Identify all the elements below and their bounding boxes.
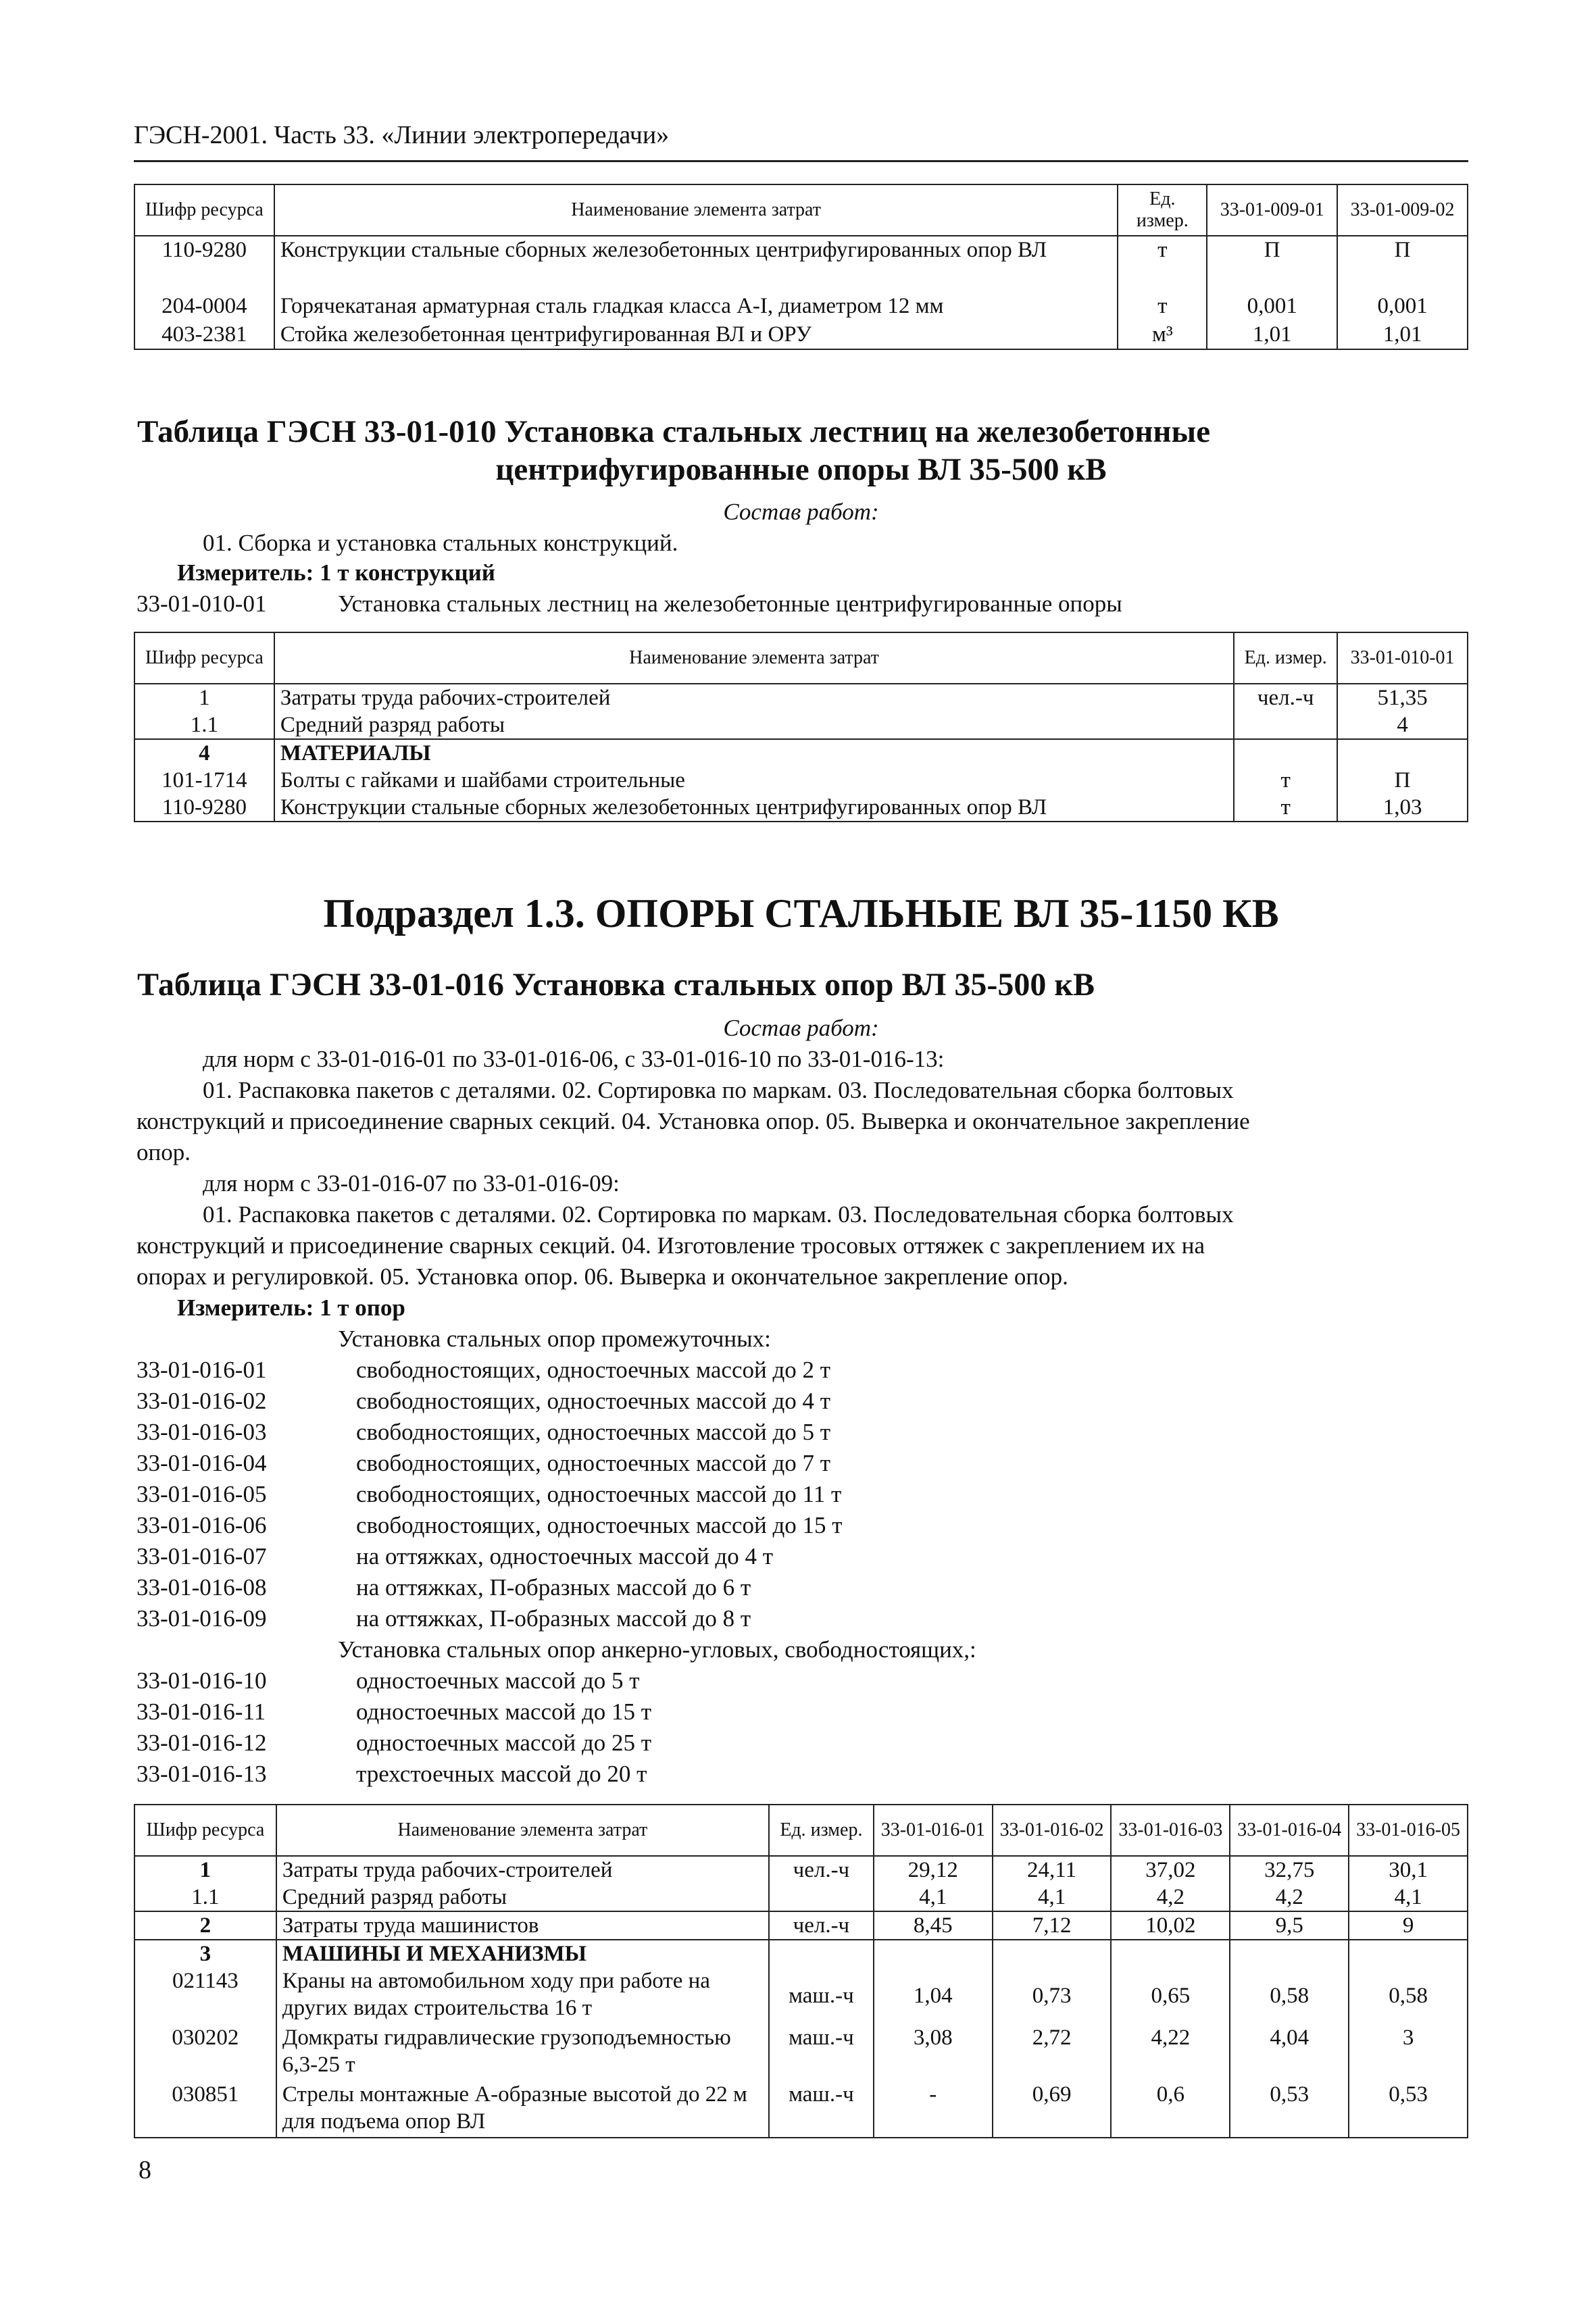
resource-name: Конструкции стальные сборных железобетонных центрифугированных опор ВЛ [274, 236, 1118, 293]
norm-code: 33-01-016-03 [136, 1419, 267, 1445]
value [1111, 1940, 1230, 1967]
col-norm-header: 33-01-016-01 [874, 1805, 993, 1856]
work-description: 01. Сборка и установка стальных конструкций. [203, 530, 678, 556]
norm-description: свободностоящих, одностоечных массой до 5 т [356, 1419, 831, 1445]
value: 4 [1337, 711, 1468, 739]
norm-description: на оттяжках, одностоечных массой до 4 т [356, 1543, 774, 1569]
unit: т [1234, 767, 1337, 794]
norm-description: одностоечных массой до 25 т [356, 1730, 652, 1756]
resource-code: 1.1 [134, 1884, 276, 1911]
unit: маш.-ч [769, 2024, 874, 2081]
resource-name: Болты с гайками и шайбами строительные [274, 767, 1234, 794]
value: 4,1 [874, 1884, 993, 1911]
resource-name: Средний разряд работы [276, 1884, 769, 1911]
value: 7,12 [993, 1911, 1112, 1940]
table-row [134, 2081, 1468, 2138]
value: 4,04 [1230, 2024, 1349, 2081]
resource-name: Краны на автомобильном ходу при работе на других видах строительства 16 т [276, 1967, 769, 2024]
value: 1,04 [874, 1967, 993, 2024]
norm-code: 33-01-016-11 [136, 1699, 266, 1725]
table-row [134, 684, 1468, 711]
resource-name: Конструкции стальные сборных железобетонных центрифугированных опор ВЛ [274, 794, 1234, 822]
resource-name: Затраты труда рабочих-строителей [274, 684, 1234, 711]
resource-name: Горячекатаная арматурная сталь гладкая класса А-I, диаметром 12 мм [274, 293, 1118, 321]
unit [769, 1884, 874, 1911]
col-code-header: Шифр ресурса [134, 632, 274, 684]
unit: т [1234, 794, 1337, 822]
value: 8,45 [874, 1911, 993, 1940]
value [1349, 1940, 1468, 1967]
value: 0,58 [1230, 1967, 1349, 2024]
resource-code: 110-9280 [134, 794, 274, 822]
norm-code: 33-01-016-12 [136, 1730, 267, 1756]
col-norm-header: 33-01-016-02 [993, 1805, 1112, 1856]
col-norm-header: 33-01-009-01 [1207, 184, 1337, 236]
resource-code: 3 [134, 1940, 276, 1967]
norm-description: трехстоечных массой до 20 т [356, 1761, 647, 1787]
norm-code: 33-01-016-04 [136, 1450, 267, 1476]
value: П [1337, 767, 1468, 794]
resource-code: 403-2381 [134, 321, 274, 349]
col-name-header: Наименование элемента затрат [276, 1805, 769, 1856]
col-code-header: Шифр ресурса [134, 1805, 276, 1856]
work-line: опор. [136, 1139, 191, 1165]
norm-description: свободностоящих, одностоечных массой до 4 т [356, 1388, 831, 1414]
norm-code: 33-01-016-07 [136, 1543, 267, 1569]
unit: чел.-ч [769, 1911, 874, 1940]
value [1337, 739, 1468, 767]
col-norm-header: 33-01-016-04 [1230, 1805, 1349, 1856]
table-row [134, 293, 1468, 321]
unit: т [1118, 293, 1207, 321]
norms-range: для норм с 33-01-016-07 по 33-01-016-09: [203, 1170, 620, 1197]
table-row [134, 711, 1468, 739]
meter-label: Измеритель: 1 т конструкций [177, 559, 495, 586]
value: 9,5 [1230, 1911, 1349, 1940]
col-norm-header: 33-01-016-05 [1349, 1805, 1468, 1856]
value: 10,02 [1111, 1911, 1230, 1940]
resource-code: 204-0004 [134, 293, 274, 321]
resource-code: 1 [134, 684, 274, 711]
value: 30,1 [1349, 1856, 1468, 1884]
norm-description: свободностоящих, одностоечных массой до 15 т [356, 1512, 843, 1538]
value: 3 [1349, 2024, 1468, 2081]
col-norm-header: 33-01-016-03 [1111, 1805, 1230, 1856]
col-unit-header: Ед. измер. [1234, 632, 1337, 684]
unit: м³ [1118, 321, 1207, 349]
norm-description: свободностоящих, одностоечных массой до 11 т [356, 1481, 842, 1507]
value: - [874, 2081, 993, 2138]
norm-code: 33-01-016-13 [136, 1761, 267, 1787]
resource-code: 030851 [134, 2081, 276, 2138]
norm-code: 33-01-016-05 [136, 1481, 267, 1507]
value: 3,08 [874, 2024, 993, 2081]
unit [1234, 739, 1337, 767]
col-norm-header: 33-01-009-02 [1337, 184, 1468, 236]
table-row [134, 1856, 1468, 1884]
value: 0,58 [1349, 1967, 1468, 2024]
resource-name: Домкраты гидравлические грузоподъемностью 6,3-25 т [276, 2024, 769, 2081]
running-header: ГЭСН-2001. Часть 33. «Линии электропередачи» [134, 121, 670, 149]
unit [769, 1940, 874, 1967]
value: 24,11 [993, 1856, 1112, 1884]
table-head-row [134, 184, 1468, 236]
table-row [134, 1967, 1468, 2024]
unit: чел.-ч [769, 1856, 874, 1884]
table-016 [134, 1804, 1468, 2138]
resource-name: Средний разряд работы [274, 711, 1234, 739]
norm-code: 33-01-016-02 [136, 1388, 267, 1414]
table-row [134, 739, 1468, 767]
norm-description: свободностоящих, одностоечных массой до 2 т [356, 1357, 831, 1383]
work-line: конструкций и присоединение сварных секций. 04. Изготовление тросовых оттяжек с закреплением их на [136, 1232, 1205, 1259]
norms-range: для норм с 33-01-016-01 по 33-01-016-06, с 33-01-016-10 по 33-01-016-13: [203, 1046, 945, 1072]
unit: маш.-ч [769, 2081, 874, 2138]
resource-code: 1 [134, 1856, 276, 1884]
norm-group-heading: Установка стальных опор промежуточных: [338, 1326, 771, 1352]
value: 2,72 [993, 2024, 1112, 2081]
resource-code: 1.1 [134, 711, 274, 739]
table-row [134, 321, 1468, 349]
value: П [1337, 236, 1468, 293]
composition-label: Состав работ: [723, 1015, 879, 1041]
value [1230, 1940, 1349, 1967]
table-head-row [134, 632, 1468, 684]
value: 0,53 [1230, 2081, 1349, 2138]
norm-description: на оттяжках, П-образных массой до 6 т [356, 1574, 751, 1601]
value: 0,65 [1111, 1967, 1230, 2024]
resource-code: 101-1714 [134, 767, 274, 794]
value: 4,22 [1111, 2024, 1230, 2081]
norm-code: 33-01-016-10 [136, 1667, 267, 1694]
meter-label: Измеритель: 1 т опор [177, 1294, 405, 1321]
norm-code: 33-01-010-01 [136, 590, 267, 617]
value: 4,2 [1111, 1884, 1230, 1911]
resource-name: Затраты труда машинистов [276, 1911, 769, 1940]
col-name-header: Наименование элемента затрат [274, 632, 1234, 684]
value: 0,53 [1349, 2081, 1468, 2138]
resource-code: 110-9280 [134, 236, 274, 293]
norm-description: свободностоящих, одностоечных массой до 7 т [356, 1450, 831, 1476]
col-unit-header: Ед. измер. [769, 1805, 874, 1856]
value: 4,2 [1230, 1884, 1349, 1911]
value: 4,1 [993, 1884, 1112, 1911]
table-010 [134, 632, 1468, 822]
unit: маш.-ч [769, 1967, 874, 2024]
norm-code: 33-01-016-01 [136, 1357, 267, 1383]
col-code-header: Шифр ресурса [134, 184, 274, 236]
table-row [134, 1940, 1468, 1967]
resource-code: 4 [134, 739, 274, 767]
norm-code: 33-01-016-09 [136, 1605, 267, 1632]
work-line: конструкций и присоединение сварных секций. 04. Установка опор. 05. Выверка и окончательное закрепление [136, 1108, 1250, 1134]
col-norm-header: 33-01-010-01 [1337, 632, 1468, 684]
resource-code: 2 [134, 1911, 276, 1940]
value: 0,001 [1337, 293, 1468, 321]
resource-name: Затраты труда рабочих-строителей [276, 1856, 769, 1884]
col-unit-header: Ед. измер. [1118, 184, 1207, 236]
norm-description: Установка стальных лестниц на железобетонные центрифугированные опоры [338, 590, 1122, 617]
table-010-title-line2: центрифугированные опоры ВЛ 35-500 кВ [495, 452, 1107, 487]
value [874, 1940, 993, 1967]
value: 1,01 [1207, 321, 1337, 349]
value: 1,01 [1337, 321, 1468, 349]
work-line: 01. Распаковка пакетов с деталями. 02. Сортировка по маркам. 03. Последовательная сборка болтовых [203, 1077, 1234, 1103]
norm-code: 33-01-016-08 [136, 1574, 267, 1601]
col-name-header: Наименование элемента затрат [274, 184, 1118, 236]
table-row [134, 1911, 1468, 1940]
value: 9 [1349, 1911, 1468, 1940]
value: 0,001 [1207, 293, 1337, 321]
value: 37,02 [1111, 1856, 1230, 1884]
value: П [1207, 236, 1337, 293]
table-row [134, 236, 1468, 293]
table-row [134, 1884, 1468, 1911]
norm-code: 33-01-016-06 [136, 1512, 267, 1538]
value: 0,73 [993, 1967, 1112, 2024]
section-heading: МАТЕРИАЛЫ [274, 739, 1234, 767]
header-rule [134, 160, 1468, 162]
unit: т [1118, 236, 1207, 293]
page-number: 8 [139, 2156, 151, 2184]
composition-label: Состав работ: [723, 499, 879, 525]
value: 0,6 [1111, 2081, 1230, 2138]
resource-name: Стрелы монтажные А-образные высотой до 22 м для подъема опор ВЛ [276, 2081, 769, 2138]
value: 29,12 [874, 1856, 993, 1884]
norm-group-heading: Установка стальных опор анкерно-угловых, свободностоящих,: [338, 1636, 976, 1663]
value: 1,03 [1337, 794, 1468, 822]
table-row [134, 767, 1468, 794]
resource-code: 030202 [134, 2024, 276, 2081]
work-line: опорах и регулировкой. 05. Установка опор. 06. Выверка и окончательное закрепление опор. [136, 1263, 1068, 1290]
table-row [134, 2024, 1468, 2081]
subsection-title: Подраздел 1.3. ОПОРЫ СТАЛЬНЫЕ ВЛ 35-1150 КВ [323, 891, 1279, 936]
work-line: 01. Распаковка пакетов с деталями. 02. Сортировка по маркам. 03. Последовательная сборка болтовых [203, 1201, 1234, 1228]
value: 0,69 [993, 2081, 1112, 2138]
norm-description: одностоечных массой до 15 т [356, 1699, 652, 1725]
unit [1234, 711, 1337, 739]
value [993, 1940, 1112, 1967]
table-row [134, 794, 1468, 822]
table-010-title-line1: Таблица ГЭСН 33-01-010 Установка стальных лестниц на железобетонные [137, 414, 1211, 449]
table-009 [134, 184, 1468, 350]
norm-description: одностоечных массой до 5 т [356, 1667, 640, 1694]
value: 32,75 [1230, 1856, 1349, 1884]
resource-name: Стойка железобетонная центрифугированная ВЛ и ОРУ [274, 321, 1118, 349]
resource-code: 021143 [134, 1967, 276, 2024]
value: 4,1 [1349, 1884, 1468, 1911]
unit: чел.-ч [1234, 684, 1337, 711]
section-heading: МАШИНЫ И МЕХАНИЗМЫ [276, 1940, 769, 1967]
table-016-title: Таблица ГЭСН 33-01-016 Установка стальных опор ВЛ 35-500 кВ [137, 967, 1095, 1003]
norm-description: на оттяжках, П-образных массой до 8 т [356, 1605, 751, 1632]
value: 51,35 [1337, 684, 1468, 711]
table-head-row [134, 1805, 1468, 1856]
